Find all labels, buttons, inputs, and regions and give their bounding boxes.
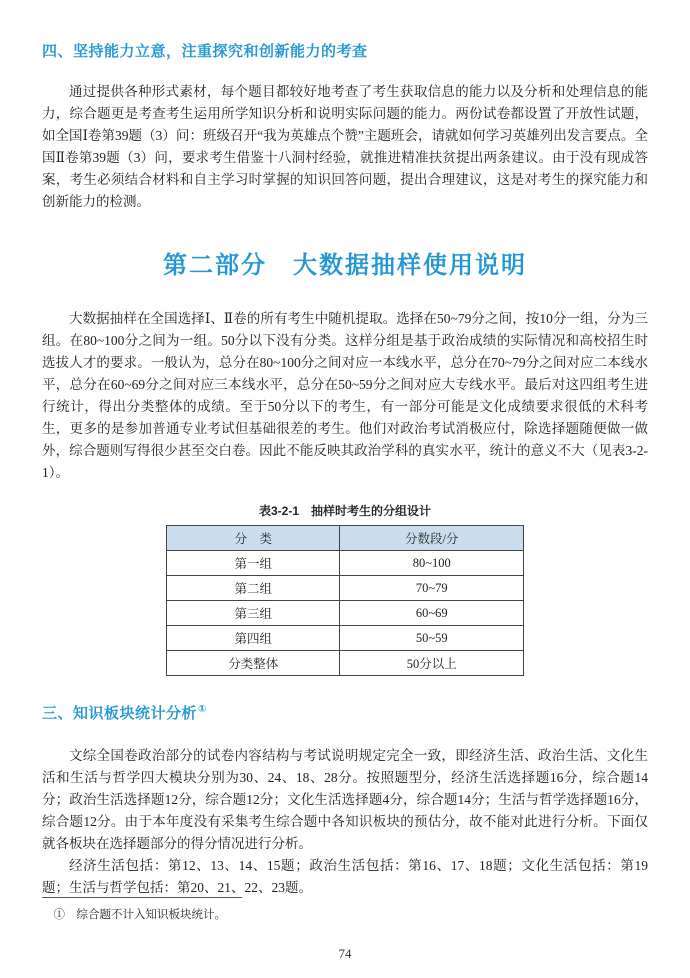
table-header-row xyxy=(167,526,524,551)
sampling-group-table xyxy=(166,525,524,676)
table-row xyxy=(167,551,524,576)
table-cell: 第二组 xyxy=(167,576,340,601)
section-three-heading xyxy=(42,702,648,723)
footnote-marker-superscript: ① xyxy=(198,704,207,715)
table-caption: 表3-2-1 抽样时考生的分组设计 xyxy=(258,504,431,518)
group-table-body xyxy=(167,551,524,676)
table-row xyxy=(167,626,524,651)
table-cell: 第四组 xyxy=(167,626,340,651)
footnote-divider xyxy=(42,897,242,898)
table-cell: 第三组 xyxy=(167,601,340,626)
table-row xyxy=(167,601,524,626)
section-three-paragraph-2: 经济生活包括：第12、13、14、15题；政治生活包括：第16、17、18题；文化生活包括：第19题；生活与哲学包括：第20、21、22、23题。 xyxy=(42,858,648,895)
table-cell: 80~100 xyxy=(340,551,524,576)
table-row xyxy=(167,576,524,601)
section-three-heading-text: 三、知识板块统计分析 xyxy=(42,705,198,722)
table-cell: 50~59 xyxy=(340,626,524,651)
table-cell: 分类整体 xyxy=(167,651,340,676)
section-four-paragraph: 通过提供各种形式素材，每个题目都较好地考查了考生获取信息的能力以及分析和处理信息的能力，综合题更是考查考生运用所学知识分析和说明实际问题的能力。两份试卷都设置了开放性试题，如全国Ⅰ卷第39题（3）问：班级召开“我为英雄点个赞”主题班会，请就如何学习英雄列出发言要点。全国Ⅱ卷第39题（3）问，要求考生借鉴十八洞村经验，就推进精准扶贫提出两条建议。由于没有现成答案，考生必须结合材料和自主学习时掌握的知识回答问题，提出合理建议，这是对考生的探究能力和创新能力的检测。 xyxy=(42,84,648,209)
table-header-score-range: 分数段/分 xyxy=(340,526,524,551)
table-row xyxy=(167,651,524,676)
table-cell: 70~79 xyxy=(340,576,524,601)
table-cell: 60~69 xyxy=(340,601,524,626)
section-four-heading: 四、坚持能力立意，注重探究和创新能力的考查 xyxy=(42,43,368,60)
table-cell: 50分以上 xyxy=(340,651,524,676)
part-two-paragraph: 大数据抽样在全国选择Ⅰ、Ⅱ卷的所有考生中随机提取。选择在50~79分之间，按10分一组，分为三组。在80~100分之间为一组。50分以下没有分类。这样分组是基于政治成绩的实际情况和高校招生时选拔人才的要求。一般认为，总分在80~100分之间对应一本线水平，总分在70~79分之间对应二本线水平，总分在60~69分之间对应三本线水平，总分在50~59分之间对应大专线水平。最后对这四组考生进行统计，得出分类整体的成绩。至于50分以下的考生，有一部分可能是文化成绩要求很低的术科考生，更多的是参加普通专业考试但基础很差的考生。他们对政治考试消极应付，除选择题随便做一做外，综合题则写得很少甚至交白卷。因此不能反映其政治学科的真实水平，统计的意义不大（见表3-2-1）。 xyxy=(42,311,648,480)
part-two-title: 第二部分 大数据抽样使用说明 xyxy=(163,252,527,279)
section-three-paragraph-1: 文综全国卷政治部分的试卷内容结构与考试说明规定完全一致，即经济生活、政治生活、文化生活和生活与哲学四大模块分别为30、24、18、28分。按照题型分，经济生活选择题16分，综合题14分；政治生活选择题12分，综合题12分；文化生活选择题4分，综合题14分；生活与哲学选择题16分，综合题12分。由于本年度没有采集考生综合题中各知识板块的预估分，故不能对此进行分析。下面仅就各板块在选择题部分的得分情况进行分析。 xyxy=(42,748,648,851)
table-cell: 第一组 xyxy=(167,551,340,576)
table-header-category: 分 类 xyxy=(167,526,340,551)
page-number: 74 xyxy=(338,946,352,961)
footnote-text: ① 综合题不计入知识板块统计。 xyxy=(53,909,226,921)
page-footer xyxy=(42,897,648,962)
